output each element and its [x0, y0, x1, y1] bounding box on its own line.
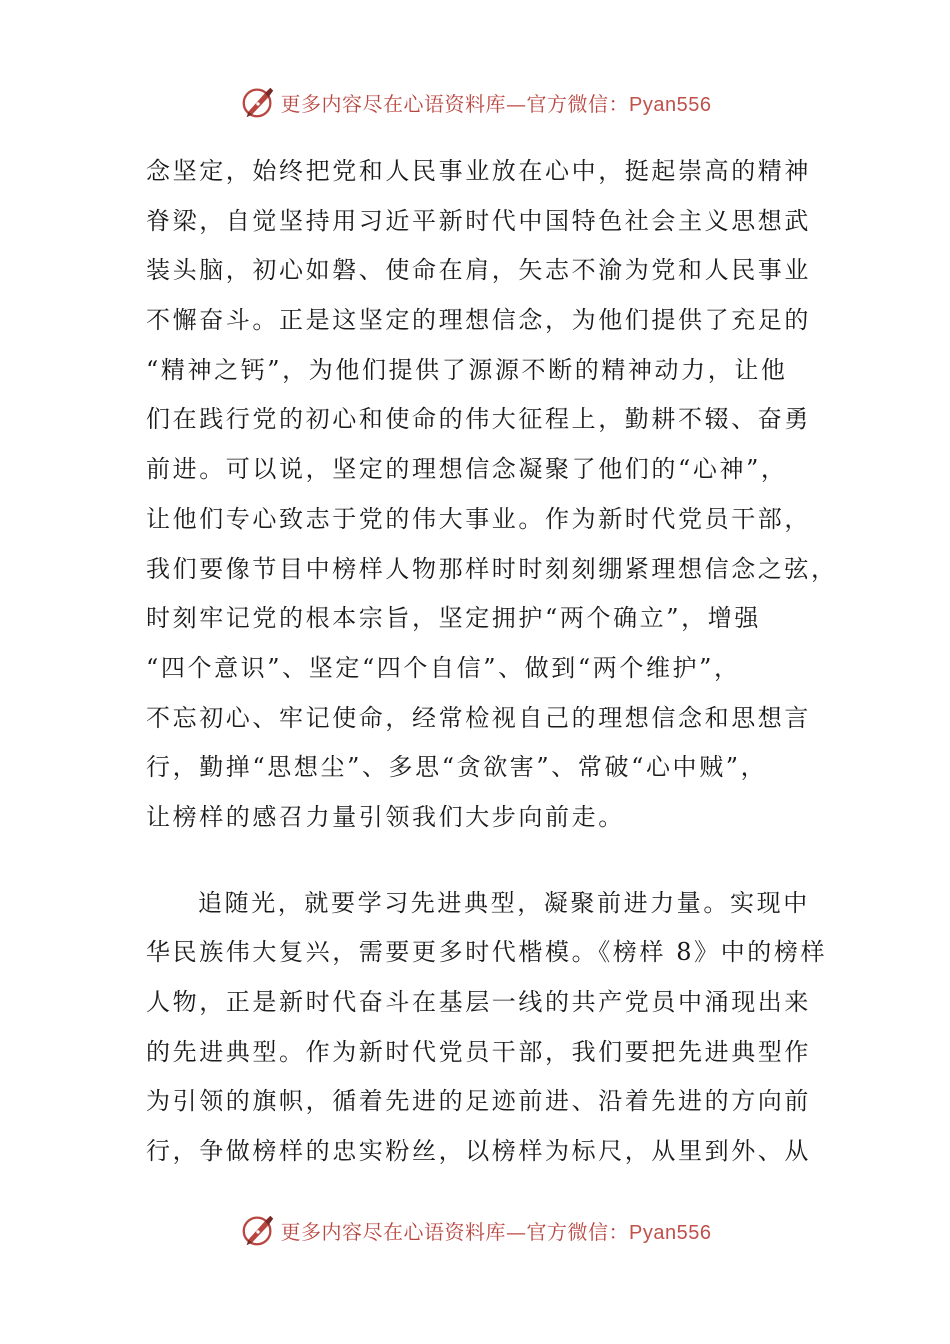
text-line: 行，勤掸“思想尘”、多思“贪欲害”、常破“心中贼”， [146, 753, 768, 782]
text-line: 我们要像节目中榜样人物那样时时刻刻绷紧理想信念之弦， [146, 554, 838, 583]
paragraph-spacer [146, 843, 816, 879]
text-line: 为引领的旗帜，循着先进的足迹前进、沿着先进的方向前 [146, 1087, 811, 1116]
text-line: 前进。可以说，坚定的理想信念凝聚了他们的“心神”， [146, 455, 788, 484]
text-line: 脊梁，自觉坚持用习近平新时代中国特色社会主义思想武 [146, 206, 811, 235]
text-line: 念坚定，始终把党和人民事业放在心中，挺起崇高的精神 [146, 157, 811, 185]
text-line: 华民族伟大复兴，需要更多时代楷模。《榜样 8》中的榜样 [146, 938, 828, 967]
document-body [146, 147, 838, 1177]
paragraph-2 [146, 879, 828, 1177]
footer-text: 更多内容尽在心语资料库—官方微信： [280, 1219, 630, 1244]
text-line: 时刻牢记党的根本宗旨，坚定拥护“两个确立”，增强 [146, 604, 761, 633]
pen-nib-logo-icon [239, 1211, 277, 1249]
footer-wechat-id: Pyan556 [629, 1221, 712, 1244]
text-line: 让他们专心致志于党的伟大事业。作为新时代党员干部， [146, 504, 811, 533]
text-line: 追随光，就要学习先进典型，凝聚前进力量。实现中 [198, 888, 810, 917]
text-line: 不懈奋斗。正是这坚定的理想信念，为他们提供了充足的 [146, 306, 811, 335]
header-banner [0, 80, 950, 124]
header-text: 更多内容尽在心语资料库—官方微信： [280, 91, 630, 116]
paragraph-1 [146, 147, 838, 843]
text-line: “精神之钙”，为他们提供了源源不断的精神动力，让他 [146, 355, 788, 384]
text-line: 装头脑，初心如磐、使命在肩，矢志不渝为党和人民事业 [146, 256, 811, 285]
header-wechat-id: Pyan556 [629, 93, 712, 116]
text-line: 们在践行党的初心和使命的伟大征程上，勤耕不辍、奋勇 [146, 405, 811, 434]
header-banner-inner [239, 83, 712, 121]
text-line: 的先进典型。作为新时代党员干部，我们要把先进典型作 [146, 1037, 811, 1066]
text-line: 人物，正是新时代奋斗在基层一线的共产党员中涌现出来 [146, 988, 811, 1016]
text-line: 让榜样的感召力量引领我们大步向前走。 [146, 802, 625, 831]
footer-banner-inner [239, 1211, 712, 1249]
footer-banner-text [281, 1216, 712, 1245]
footer-banner [0, 1208, 950, 1252]
text-line: “四个意识”、坚定“四个自信”、做到“两个维护”， [146, 653, 741, 682]
header-banner-text [281, 88, 712, 117]
text-line: 行，争做榜样的忠实粉丝，以榜样为标尺，从里到外、从 [146, 1137, 811, 1166]
pen-nib-logo-icon [239, 83, 277, 121]
text-line: 不忘初心、牢记使命，经常检视自己的理想信念和思想言 [146, 703, 811, 732]
